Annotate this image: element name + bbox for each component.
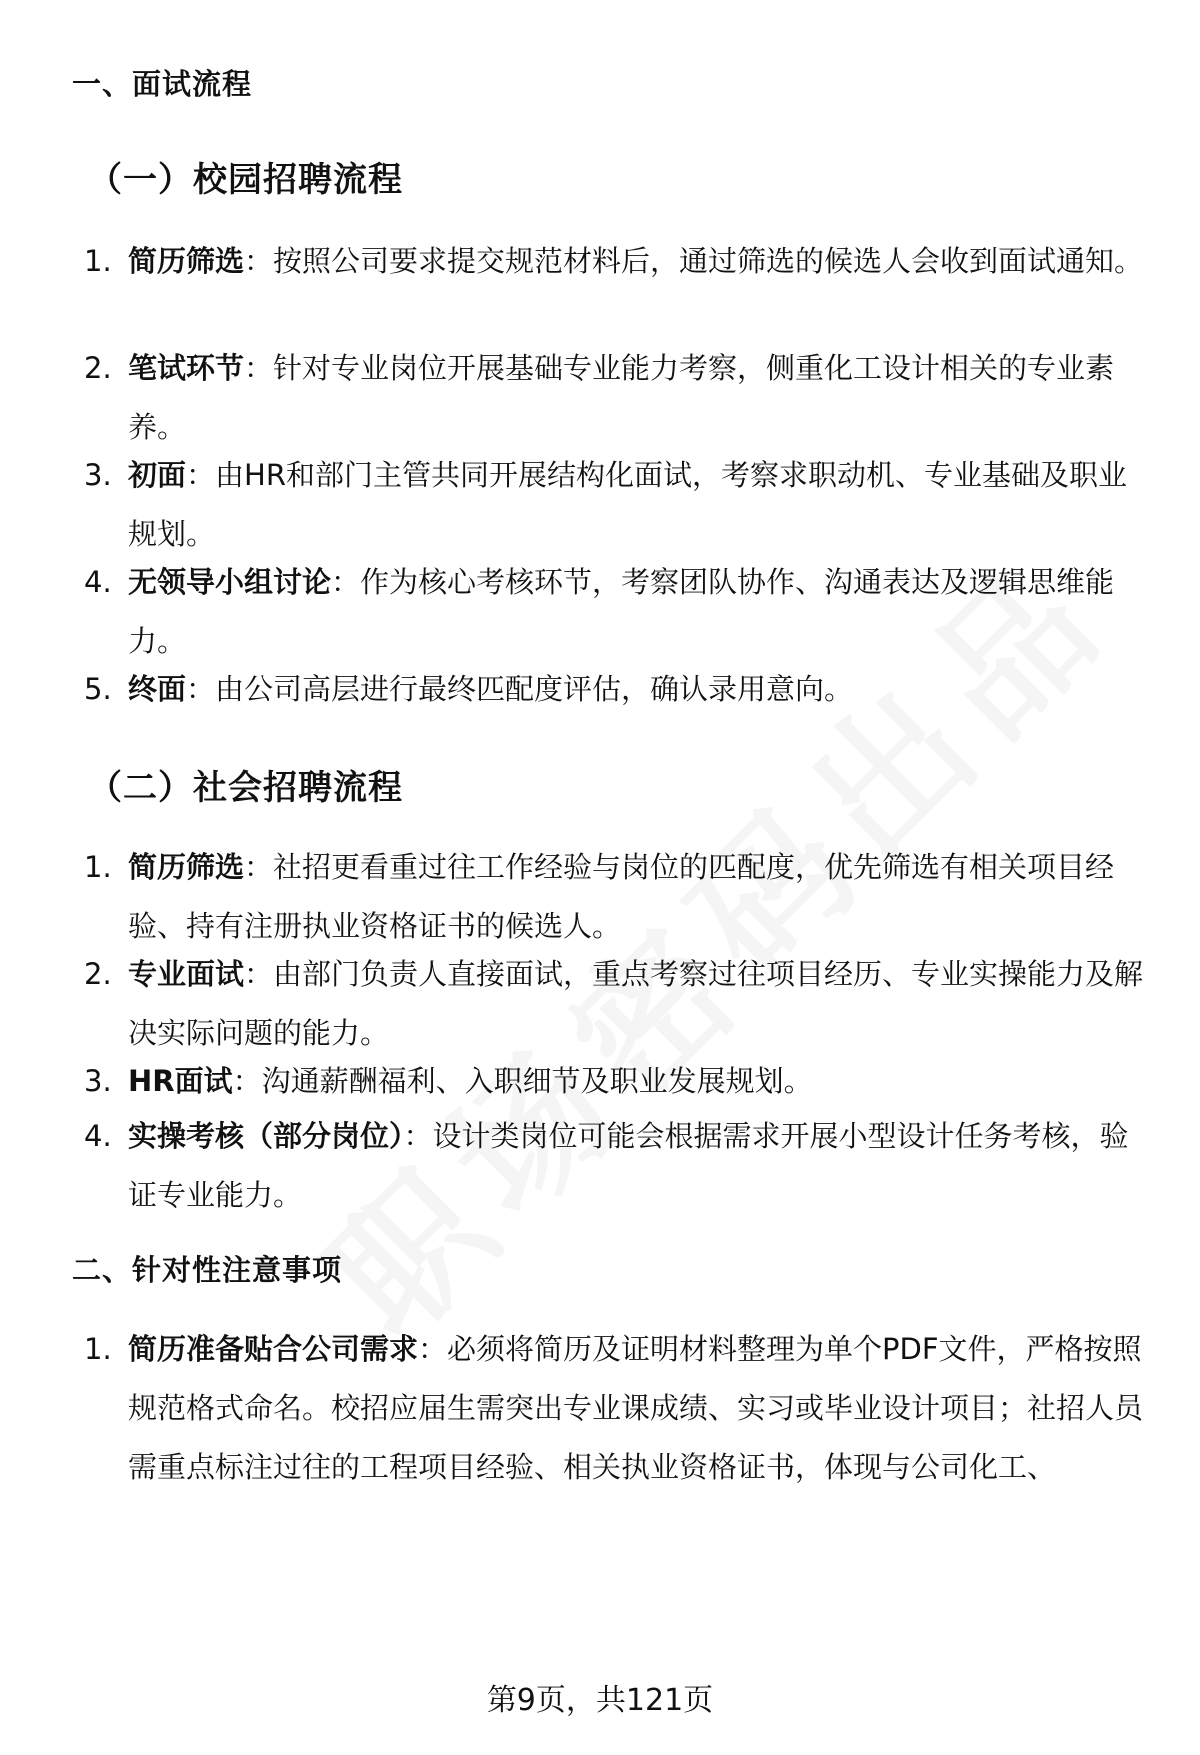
list-number: 1.: [84, 244, 112, 278]
list-number: 3.: [84, 458, 112, 492]
item-term: 无领导小组讨论: [128, 565, 332, 599]
item-separator: ：: [244, 351, 274, 385]
list-number: 1.: [84, 1332, 112, 1366]
list-item: [84, 232, 1154, 291]
item-term: 终面: [128, 672, 187, 706]
item-text: 针对专业岗位开展基础专业能力考察，侧重化工设计相关的专业素养。: [128, 351, 1115, 444]
item-term: 简历准备贴合公司需求: [128, 1332, 419, 1366]
item-separator: ：: [418, 1332, 448, 1366]
list-number: 2.: [84, 351, 112, 385]
item-separator: ：: [244, 850, 274, 884]
list-number: 5.: [84, 672, 112, 706]
item-term: 初面: [128, 458, 187, 492]
item-text: 由HR和部门主管共同开展结构化面试，考察求职动机、专业基础及职业规划。: [128, 458, 1127, 551]
section-heading-notes: 二、针对性注意事项: [72, 1253, 343, 1287]
list-item: [84, 660, 1154, 719]
item-text: 由公司高层进行最终匹配度评估，确认录用意向。: [215, 672, 854, 706]
item-term: 简历筛选: [128, 850, 245, 884]
item-separator: ：: [186, 672, 216, 706]
list-number: 3.: [84, 1064, 112, 1098]
list-item: [84, 945, 1154, 1063]
item-separator: ：: [244, 957, 274, 991]
item-text: 作为核心考核环节，考察团队协作、沟通表达及逻辑思维能力。: [128, 565, 1115, 658]
list-item: [84, 553, 1154, 671]
list-number: 4.: [84, 1119, 112, 1153]
item-separator: ：: [232, 1064, 262, 1098]
list-number: 1.: [84, 850, 112, 884]
item-text: 由部门负责人直接面试，重点考察过往项目经历、专业实操能力及解决实际问题的能力。: [128, 957, 1144, 1050]
item-text: 沟通薪酬福利、入职细节及职业发展规划。: [261, 1064, 813, 1098]
item-separator: ：: [403, 1119, 433, 1153]
list-number: 2.: [84, 957, 112, 991]
page-footer: 第9页，共121页: [486, 1683, 714, 1718]
item-text: 按照公司要求提交规范材料后，通过筛选的候选人会收到面试通知。: [273, 244, 1144, 278]
list-item: [84, 446, 1154, 564]
item-separator: ：: [331, 565, 361, 599]
item-text: 必须将简历及证明材料整理为单个PDF文件，严格按照规范格式命名。校招应届生需突出专业课成绩、实习或毕业设计项目；社招人员需重点标注过往的工程项目经验、相关执业资格证书，体现与公司化工、: [128, 1332, 1144, 1484]
item-text: 社招更看重过往工作经验与岗位的匹配度，优先筛选有相关项目经验、持有注册执业资格证书的候选人。: [128, 850, 1115, 943]
item-term: 实操考核（部分岗位）: [128, 1119, 404, 1153]
list-item: [84, 339, 1154, 457]
item-term: HR面试: [128, 1064, 233, 1098]
list-item: [84, 838, 1154, 956]
subheading-campus-recruitment: （一）校园招聘流程: [88, 160, 403, 200]
item-term: 简历筛选: [128, 244, 245, 278]
item-term: 专业面试: [128, 957, 245, 991]
item-term: 笔试环节: [128, 351, 245, 385]
item-separator: ：: [186, 458, 216, 492]
list-item: [84, 1107, 1154, 1225]
section-heading-interview-process: 一、面试流程: [72, 67, 253, 101]
item-text: 设计类岗位可能会根据需求开展小型设计任务考核，验证专业能力。: [128, 1119, 1129, 1212]
subheading-social-recruitment: （二）社会招聘流程: [88, 768, 403, 808]
item-separator: ：: [244, 244, 274, 278]
list-number: 4.: [84, 565, 112, 599]
list-item: [84, 1052, 1154, 1111]
list-item: [84, 1320, 1154, 1497]
